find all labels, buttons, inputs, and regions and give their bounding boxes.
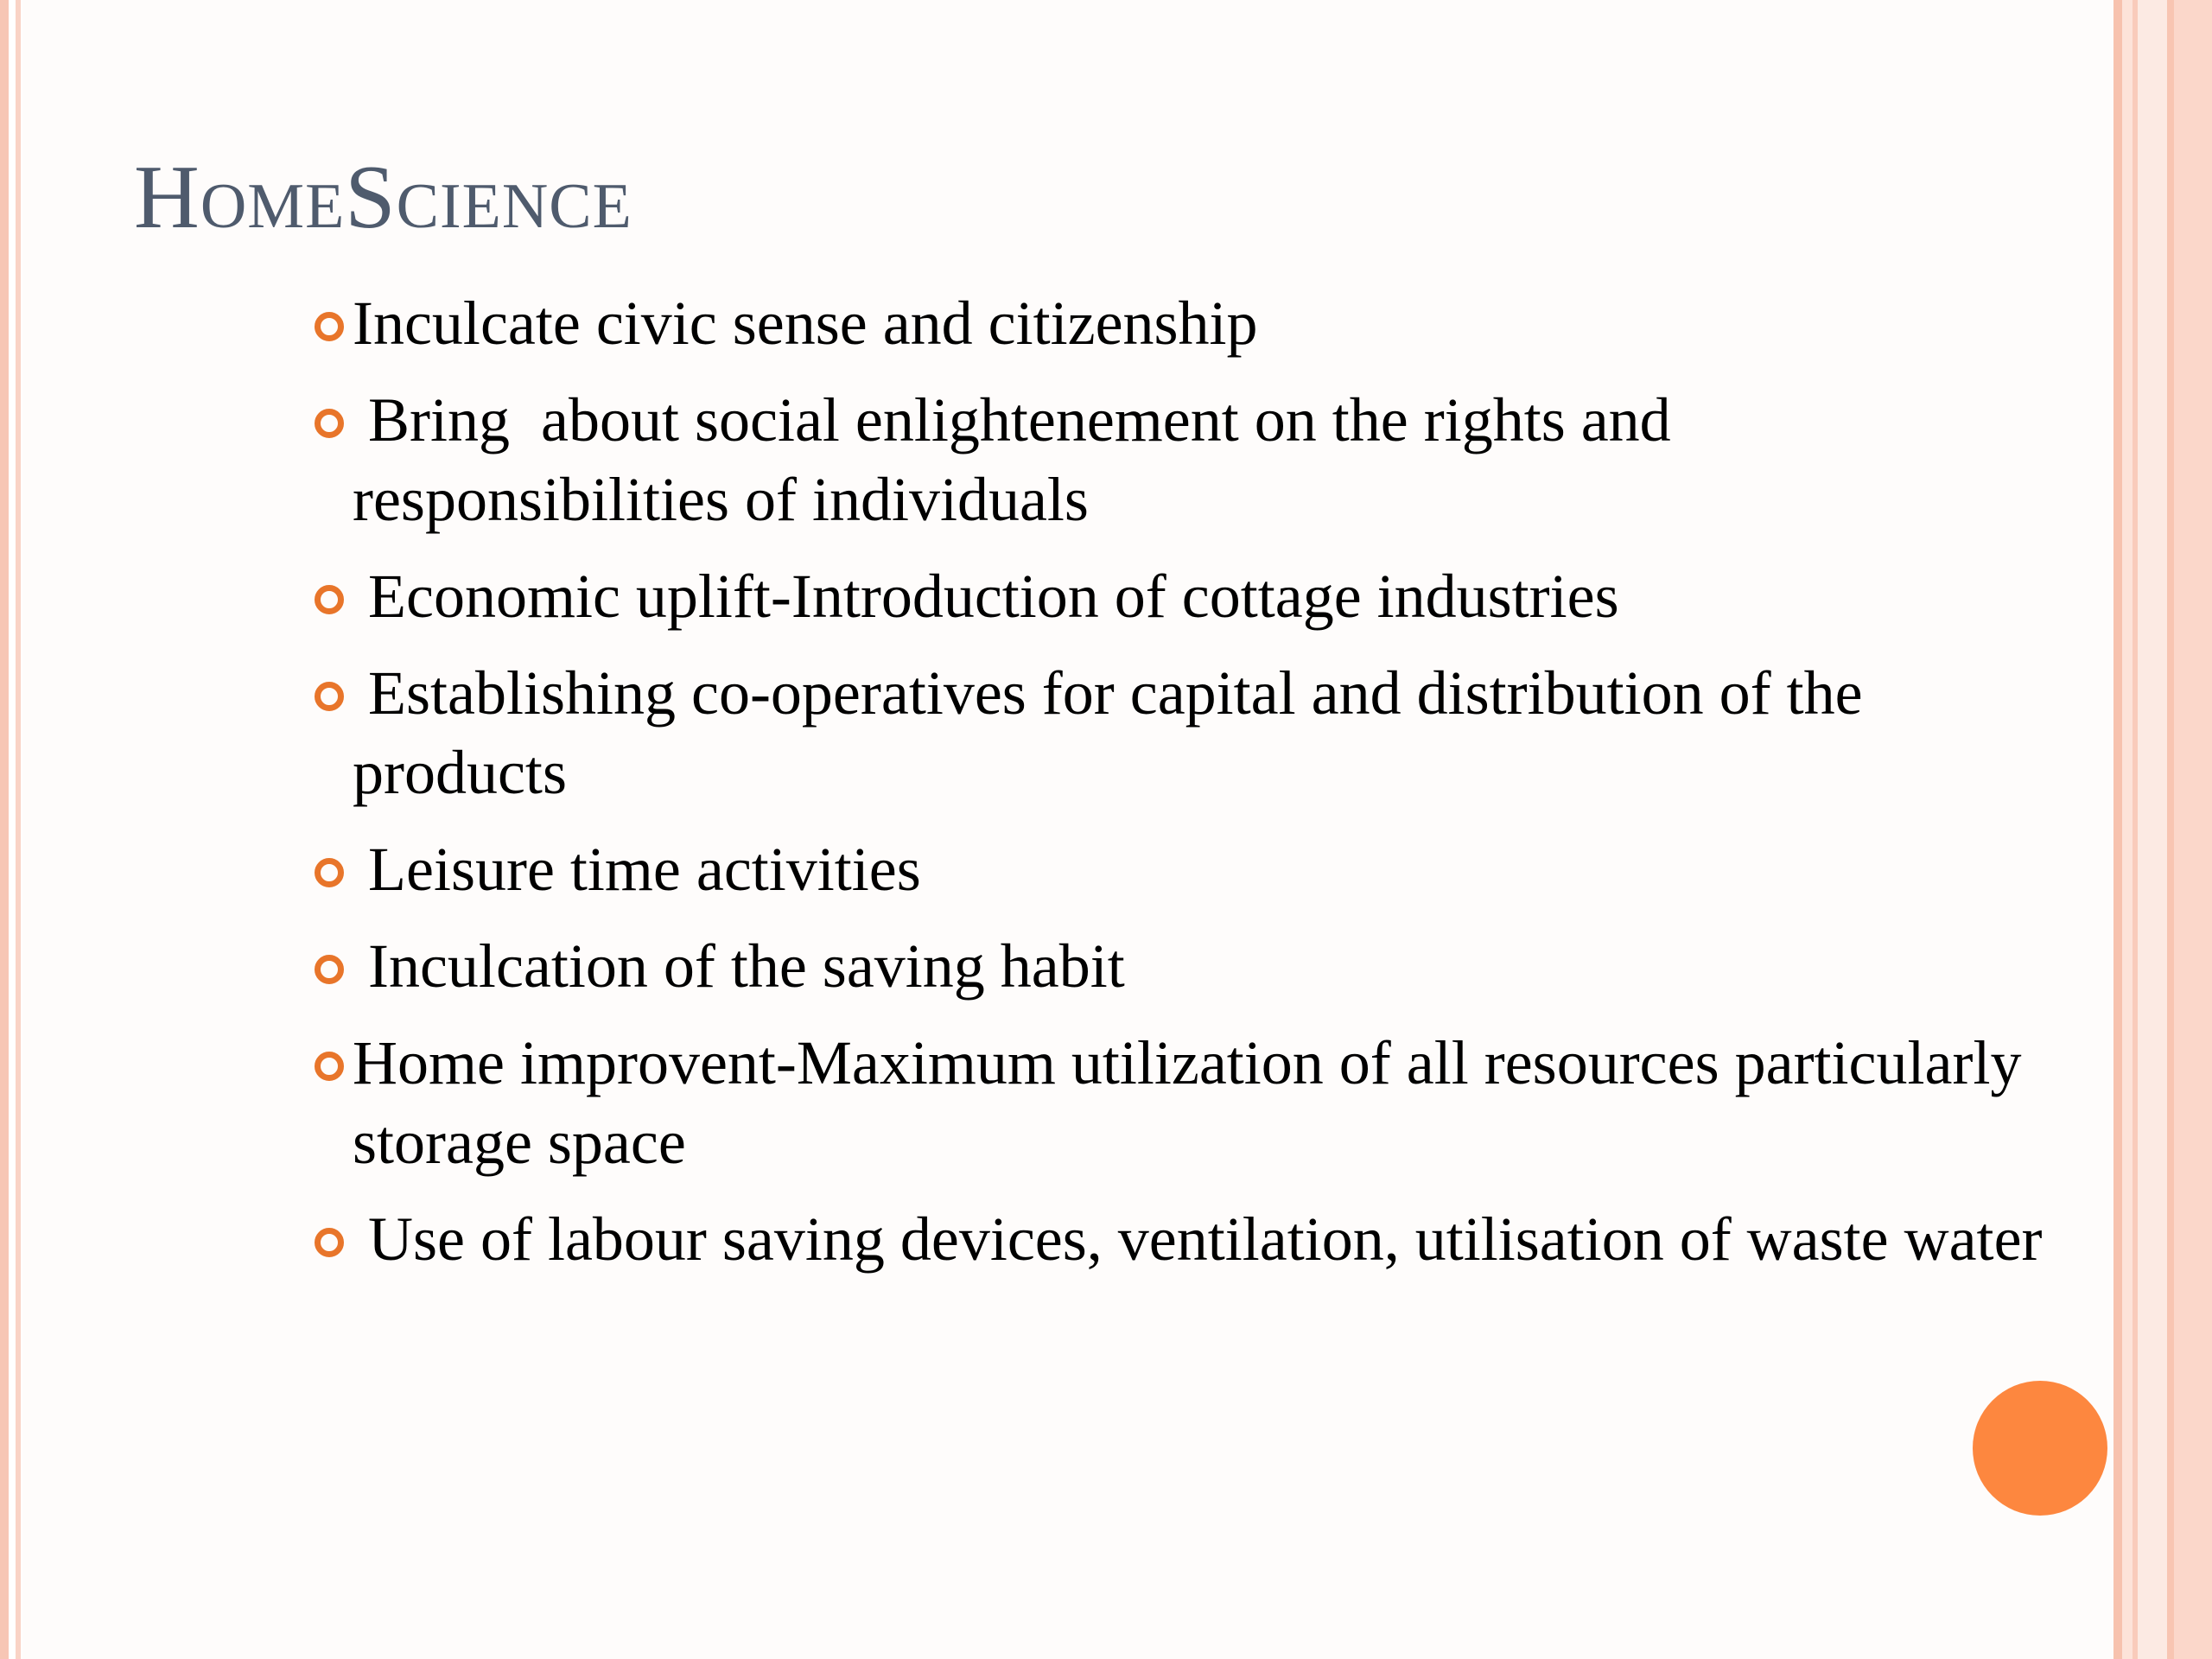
ring-bullet-icon <box>315 1052 344 1081</box>
bullet-item <box>311 1023 2056 1182</box>
bullet-item <box>311 283 2056 363</box>
bullet-item <box>311 926 2056 1006</box>
bullet-list <box>311 283 2056 1296</box>
ring-bullet-icon <box>315 955 344 984</box>
ring-bullet-icon <box>315 858 344 887</box>
right-stripe <box>2122 0 2133 1659</box>
bullet-text: Economic uplift-Introduction of cottage industries <box>353 562 1619 631</box>
bullet-text: Establishing co-operatives for capital and distribution of the products <box>353 658 1878 807</box>
ring-bullet-icon <box>315 312 344 341</box>
bullet-item <box>311 556 2056 636</box>
ring-bullet-icon <box>315 1228 344 1257</box>
bullet-text: Inculcation of the saving habit <box>353 931 1125 1001</box>
bullet-item <box>311 380 2056 539</box>
bullet-item <box>311 1199 2056 1279</box>
right-stripe <box>2113 0 2122 1659</box>
right-stripe <box>2138 0 2167 1659</box>
bullet-text: Home improvent-Maximum utilization of all resources particularly storage space <box>353 1028 2037 1177</box>
bullet-item <box>311 830 2056 909</box>
slide-title: HomeScience <box>134 146 632 247</box>
ring-bullet-icon <box>315 409 344 438</box>
bullet-text: Inculcate civic sense and citizenship <box>353 289 1258 358</box>
bullet-text: Leisure time activities <box>353 835 921 904</box>
ring-bullet-icon <box>315 682 344 711</box>
left-border-line-inner <box>16 0 21 1659</box>
bullet-text: Use of labour saving devices, ventilation, utilisation of waste water <box>353 1205 2043 1274</box>
left-border-line <box>0 0 9 1659</box>
bullet-item <box>311 653 2056 812</box>
right-stripe <box>2174 0 2212 1659</box>
right-stripe <box>2167 0 2174 1659</box>
orange-circle-decoration <box>1973 1381 2107 1516</box>
bullet-text: Bring about social enlightenement on the rights and responsibilities of individuals <box>353 385 1687 534</box>
ring-bullet-icon <box>315 585 344 614</box>
